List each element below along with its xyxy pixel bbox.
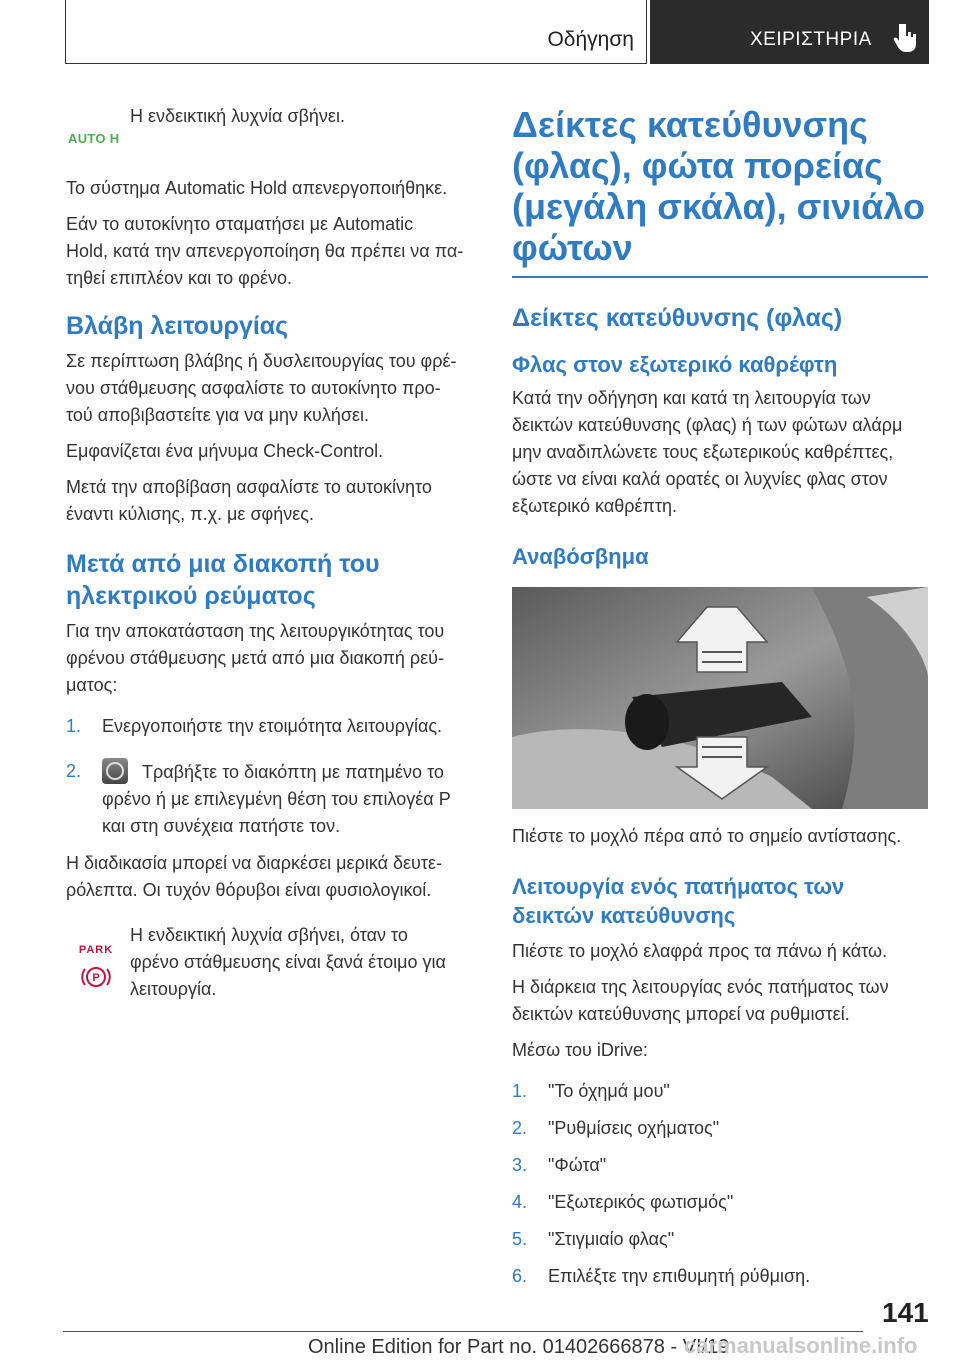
flashing-heading: Αναβόσβημα — [512, 543, 649, 569]
text-line: ματος: — [66, 675, 118, 695]
one-touch-heading — [512, 872, 928, 930]
power-interruption-heading — [66, 548, 480, 612]
step-number: 3. — [512, 1154, 528, 1175]
list-item — [66, 713, 480, 740]
turn-signal-lever-illustration — [512, 587, 928, 809]
svg-text:P: P — [92, 972, 100, 984]
parking-brake-button-icon — [102, 758, 128, 784]
step-number: 1. — [66, 716, 82, 736]
header-section-label: Οδήγηση — [547, 28, 634, 51]
text-line: έναντι κύλισης, π.χ. με σφήνες. — [66, 504, 314, 524]
text-line: δεικτών κατεύθυνσης (φλας) ή των φώτων αλάρμ — [512, 414, 903, 435]
hand-pointer-icon — [893, 22, 919, 54]
heading-line: δεικτών κατεύθυνσης — [512, 902, 736, 928]
text-line: ρόλεπτα. Οι τυχόν θόρυβοι είναι φυσιολογικοί. — [66, 880, 432, 900]
indicators-heading: Δείκτες κατεύθυνσης (φλας) — [512, 303, 843, 332]
step-text: φρένο ή με επιλεγμένη θέση του επιλογέα P — [102, 789, 451, 809]
park-indicator-icon — [76, 934, 116, 989]
text-line: τηθεί επιπλέον και το φρένο. — [66, 268, 293, 288]
main-section-heading — [512, 104, 928, 268]
text-line: Κατά την οδήγηση και κατά τη λειτουργία των — [512, 387, 871, 408]
step-text: Τραβήξτε το διακόπτη με πατημένο το — [142, 762, 444, 782]
text-line: Μετά την αποβίβαση ασφαλίστε το αυτοκίνητο — [66, 477, 432, 497]
right-column — [512, 104, 928, 1300]
list-item — [512, 1226, 928, 1253]
text-line: φρένου στάθμευσης μετά από μια διακοπή ρεύ- — [66, 648, 444, 668]
step-number: 1. — [512, 1080, 528, 1101]
autoh-deactivated-text: Το σύστημα Automatic Hold απενεργοποιήθηκε. — [66, 178, 448, 198]
heading-line: (μεγάλη σκάλα), σινιάλο — [512, 186, 925, 227]
park-icon-label: PARK — [78, 944, 114, 956]
step-text: Επιλέξτε την επιθυμητή ρύθμιση. — [548, 1265, 811, 1286]
left-column — [66, 103, 480, 1012]
autoh-stop-paragraph — [66, 211, 480, 292]
park-note — [66, 922, 480, 1012]
check-control-text: Εμφανίζεται ένα μήνυμα Check-Control. — [66, 441, 384, 461]
text-line: φρένο στάθμευσης είναι ξανά έτοιμο για — [130, 952, 446, 972]
list-item — [512, 1078, 928, 1105]
text-line: Η διαδικασία μπορεί να διαρκέσει μερικά δευτε- — [66, 853, 443, 873]
heading-line: Μετά από μια διακοπή του — [66, 550, 380, 578]
step-number: 2. — [66, 761, 82, 781]
mirror-indicator-heading: Φλας στον εξωτερικό καθρέφτη — [512, 351, 838, 377]
fault-heading: Βλάβη λειτουργίας — [66, 312, 289, 340]
step-number: 6. — [512, 1265, 528, 1286]
mirror-paragraph — [512, 385, 928, 520]
footer-edition: Online Edition for Part no. 01402666878 - VI/19 — [308, 1336, 730, 1358]
text-line: Η ενδεικτική λυχνία σβήνει, όταν το — [130, 925, 408, 945]
idrive-steps-list — [512, 1078, 928, 1290]
list-item — [512, 1152, 928, 1179]
secure-vehicle-paragraph — [66, 474, 480, 528]
idrive-intro: Μέσω του iDrive: — [512, 1039, 648, 1060]
tip-press-text: Πιέστε το μοχλό ελαφρά προς τα πάνω ή κάτω. — [512, 940, 888, 961]
heading-line: Δείκτες κατεύθυνσης — [512, 104, 868, 145]
park-note-text — [130, 922, 480, 1003]
step-number: 4. — [512, 1191, 528, 1212]
list-item — [512, 1189, 928, 1216]
header-chapter-label: ΧΕΙΡΙΣΤΗΡΙΑ — [750, 29, 872, 50]
text-line: Σε περίπτωση βλάβης ή δυσλειτουργίας του φρέ- — [66, 351, 457, 371]
duration-adjust-paragraph — [512, 974, 928, 1028]
text-line: μην αναδιπλώνετε τους εξωτερικούς καθρέπτες, — [512, 441, 894, 462]
fault-paragraph — [66, 348, 480, 429]
restore-steps-list — [66, 713, 480, 840]
page-number: 141 — [882, 1297, 929, 1328]
text-line: ώστε να είναι καλά ορατές οι λυχνίες φλας στον — [512, 468, 888, 489]
list-item — [512, 1263, 928, 1290]
heading-line: ηλεκτρικού ρεύματος — [66, 582, 316, 610]
illustration-caption: Πιέστε το μοχλό πέρα από το σημείο αντίστασης. — [512, 825, 902, 846]
heading-line: φώτων — [512, 227, 633, 268]
restore-paragraph — [66, 618, 480, 699]
text-line: εξωτερικό καθρέπτη. — [512, 495, 678, 516]
watermark: carmanualsonline.info — [684, 1333, 918, 1358]
autoh-note — [66, 103, 480, 161]
header-section-tab[interactable] — [65, 0, 647, 64]
text-line: τού αποβιβαστείτε για να μην κυλήσει. — [66, 405, 369, 425]
step-text: "Φώτα" — [548, 1154, 607, 1175]
step-text: "Το όχημά μου" — [548, 1080, 670, 1101]
autoh-text: Η ενδεικτική λυχνία σβήνει. — [130, 106, 345, 126]
park-brake-icon — [80, 965, 112, 989]
step-number: 5. — [512, 1228, 528, 1249]
text-line: Hold, κατά την απενεργοποίηση θα πρέπει να πα- — [66, 241, 464, 261]
heading-line: (φλας), φώτα πορείας — [512, 145, 883, 186]
step-number: 2. — [512, 1117, 528, 1138]
duration-paragraph — [66, 850, 480, 904]
header-chapter-tab[interactable] — [650, 0, 929, 64]
autoh-icon: AUTO H — [68, 131, 120, 146]
list-item — [512, 1115, 928, 1142]
text-line: Εάν το αυτοκίνητο σταματήσει με Automatic — [66, 214, 414, 234]
text-line: Για την αποκατάσταση της λειτουργικότητας του — [66, 621, 445, 641]
step-text: "Εξωτερικός φωτισμός" — [548, 1191, 734, 1212]
heading-line: Λειτουργία ενός πατήματος των — [512, 873, 845, 899]
text-line: λειτουργία. — [130, 979, 217, 999]
list-item — [66, 758, 480, 840]
text-line: Η διάρκεια της λειτουργίας ενός πατήματος των — [512, 976, 889, 997]
step-text: Ενεργοποιήστε την ετοιμότητα λειτουργίας. — [102, 716, 443, 736]
footer-divider — [63, 1331, 863, 1332]
step-text: και στη συνέχεια πατήστε τον. — [102, 816, 341, 836]
step-text: "Ρυθμίσεις οχήματος" — [548, 1117, 720, 1138]
text-line: δεικτών κατεύθυνσης μπορεί να ρυθμιστεί. — [512, 1003, 850, 1024]
text-line: νου στάθμευσης ασφαλίστε το αυτοκίνητο προ- — [66, 378, 441, 398]
step-text: "Στιγμιαίο φλας" — [548, 1228, 675, 1249]
section-divider — [512, 276, 928, 278]
